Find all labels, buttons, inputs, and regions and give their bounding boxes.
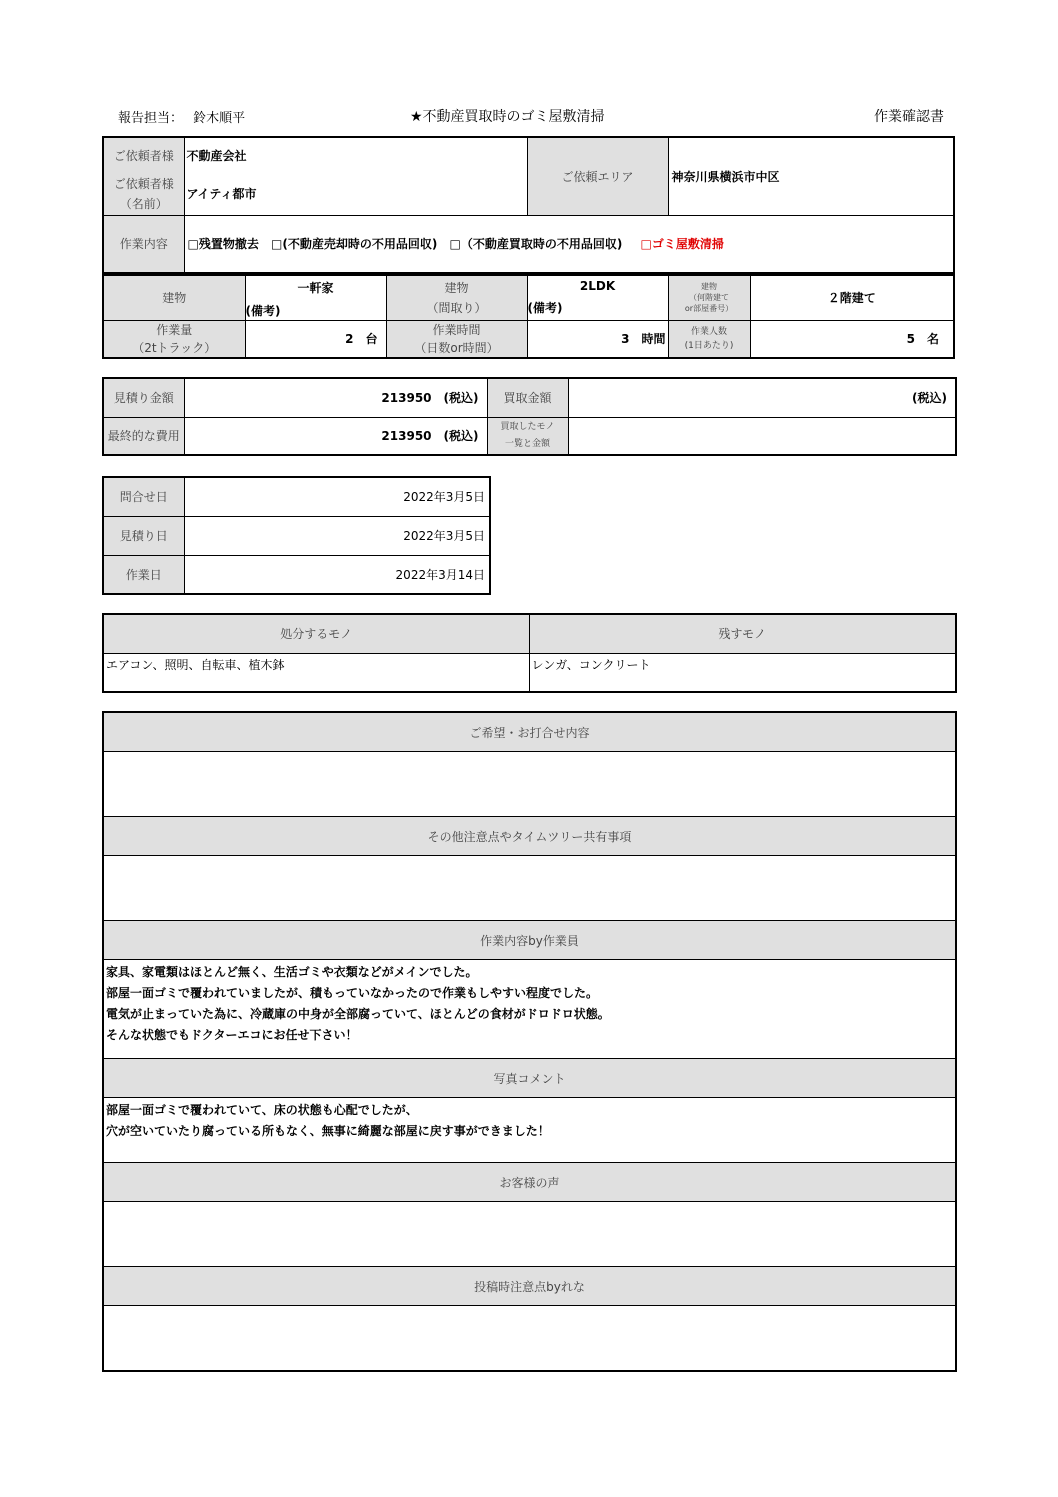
- purchased-items-value: [568, 417, 956, 455]
- option-purchase-disposal: □（不動産買取時の不用品回収): [449, 237, 623, 252]
- pricing-table: [102, 377, 957, 456]
- voice-section-value: [103, 1202, 956, 1267]
- amount-label-1: 作業量: [156, 322, 193, 337]
- client-name-label-2: （名前）: [119, 197, 168, 211]
- option-trash-house-cleaning: □ゴミ屋敷清掃: [640, 237, 724, 252]
- amount-label-cell: [103, 320, 245, 358]
- reporter: [118, 107, 245, 126]
- photo-section-value: [103, 1098, 956, 1163]
- floors-value: ２階建て: [750, 275, 954, 320]
- layout-value: 2LDK: [579, 279, 616, 293]
- wishes-section-value: [103, 752, 956, 817]
- document-title: ★不動産買取時のゴミ屋敷清掃: [410, 109, 605, 125]
- posting-section-value: [103, 1306, 956, 1371]
- notes-section-label: その他注意点やタイムツリー共有事項: [103, 817, 956, 856]
- time-label-2: （日数or時間）: [414, 340, 499, 355]
- final-cost-value: 213950 (税込): [184, 417, 487, 455]
- layout-label-cell: [386, 275, 527, 320]
- notes-section-value: [103, 856, 956, 921]
- final-cost-label: 最終的な費用: [103, 417, 184, 455]
- purchased-items-label-1: 買取したモノ: [500, 421, 555, 432]
- building-table: [102, 274, 955, 359]
- client-value: 不動産会社: [186, 149, 247, 163]
- area-value: 神奈川県横浜市中区: [668, 137, 954, 215]
- worker-line: 部屋一面ゴミで覆われていましたが、積もっていなかったので作業もしやすい程度でした。: [106, 986, 599, 1000]
- client-info-table: [102, 136, 955, 274]
- layout-label-2: （間取り）: [426, 300, 487, 315]
- option-residual-removal: □残置物撤去: [187, 237, 259, 252]
- inquiry-date-label: 問合せ日: [103, 477, 184, 516]
- items-table: [102, 613, 957, 693]
- estimate-amount-value: 213950 (税込): [184, 378, 487, 417]
- dates-table: [102, 476, 491, 595]
- keep-items-label: 残すモノ: [529, 614, 956, 653]
- time-label-cell: [386, 320, 527, 358]
- client-name-value: アイティ都市: [186, 187, 257, 201]
- building-type-cell: [245, 275, 386, 320]
- layout-note-label: (備考): [527, 301, 563, 315]
- work-content-options: [184, 215, 954, 273]
- reporter-label: 報告担当：: [118, 111, 184, 126]
- client-labels-cell: [103, 137, 184, 215]
- people-label-1: 作業人数: [690, 326, 727, 337]
- worker-line: 電気が止まっていた為に、冷蔵庫の中身が全部腐っていて、ほとんどの食材がドロドロ状態。: [106, 1007, 610, 1021]
- worker-section-value: [103, 960, 956, 1059]
- floors-label-1: 建物: [701, 282, 717, 292]
- dispose-items-value: エアコン、照明、自転車、植木鉢: [103, 653, 529, 692]
- purchased-items-label-2: 一覧と金額: [504, 438, 550, 449]
- people-value: 5 名: [750, 320, 954, 358]
- worker-line: 家具、家電類はほとんど無く、生活ゴミや衣類などがメインでした。: [106, 965, 478, 979]
- photo-line: 穴が空いていたり腐っている所もなく、無事に綺麗な部屋に戻す事ができました！: [106, 1124, 550, 1138]
- building-type-value: 一軒家: [297, 281, 334, 295]
- client-values-cell: [184, 137, 527, 215]
- photo-section-label: 写真コメント: [103, 1059, 956, 1098]
- reporter-name: 鈴木順平: [193, 111, 246, 126]
- client-label: ご依頼者様: [113, 149, 174, 163]
- photo-line: 部屋一面ゴミで覆われていて、床の状態も心配でしたが、: [106, 1103, 418, 1117]
- amount-label-2: （2tトラック）: [132, 340, 217, 355]
- wishes-section-label: ご希望・お打合せ内容: [103, 712, 956, 752]
- area-label: ご依頼エリア: [527, 137, 668, 215]
- layout-cell: [527, 275, 668, 320]
- floors-label-3: or部屋番号）: [684, 304, 734, 314]
- amount-value: 2 台: [245, 320, 386, 358]
- purchase-amount-label: 買取金額: [487, 378, 568, 417]
- building-note-label: (備考): [245, 304, 281, 318]
- inquiry-date-value: 2022年3月5日: [184, 477, 490, 516]
- purchased-items-label-cell: [487, 417, 568, 455]
- estimate-date-value: 2022年3月5日: [184, 516, 490, 555]
- estimate-date-label: 見積り日: [103, 516, 184, 555]
- floors-label-cell: [668, 275, 750, 320]
- keep-items-value: レンガ、コンクリート: [529, 653, 956, 692]
- floors-label-2: （何階建て: [689, 293, 729, 303]
- dispose-items-label: 処分するモノ: [103, 614, 529, 653]
- posting-section-label: 投稿時注意点byれな: [103, 1267, 956, 1306]
- time-value: 3 時間: [527, 320, 668, 358]
- time-label-1: 作業時間: [432, 322, 481, 337]
- purchase-amount-value: (税込): [568, 378, 956, 417]
- client-name-label-1: ご依頼者様: [113, 177, 174, 191]
- work-content-label: 作業内容: [103, 215, 184, 273]
- document-type: 作業確認書: [874, 109, 944, 125]
- work-date-label: 作業日: [103, 555, 184, 594]
- work-date-value: 2022年3月14日: [184, 555, 490, 594]
- voice-section-label: お客様の声: [103, 1163, 956, 1202]
- people-label-cell: [668, 320, 750, 358]
- option-sale-disposal: □(不動産売却時の不用品回収): [271, 237, 438, 252]
- worker-line: そんな状態でもドクターエコにお任せ下さい！: [106, 1028, 358, 1042]
- building-label: 建物: [103, 275, 245, 320]
- notes-table: [102, 711, 957, 1372]
- layout-label-1: 建物: [444, 280, 469, 295]
- estimate-amount-label: 見積り金額: [103, 378, 184, 417]
- worker-section-label: 作業内容by作業員: [103, 921, 956, 960]
- people-label-2: (1日あたり): [684, 340, 734, 351]
